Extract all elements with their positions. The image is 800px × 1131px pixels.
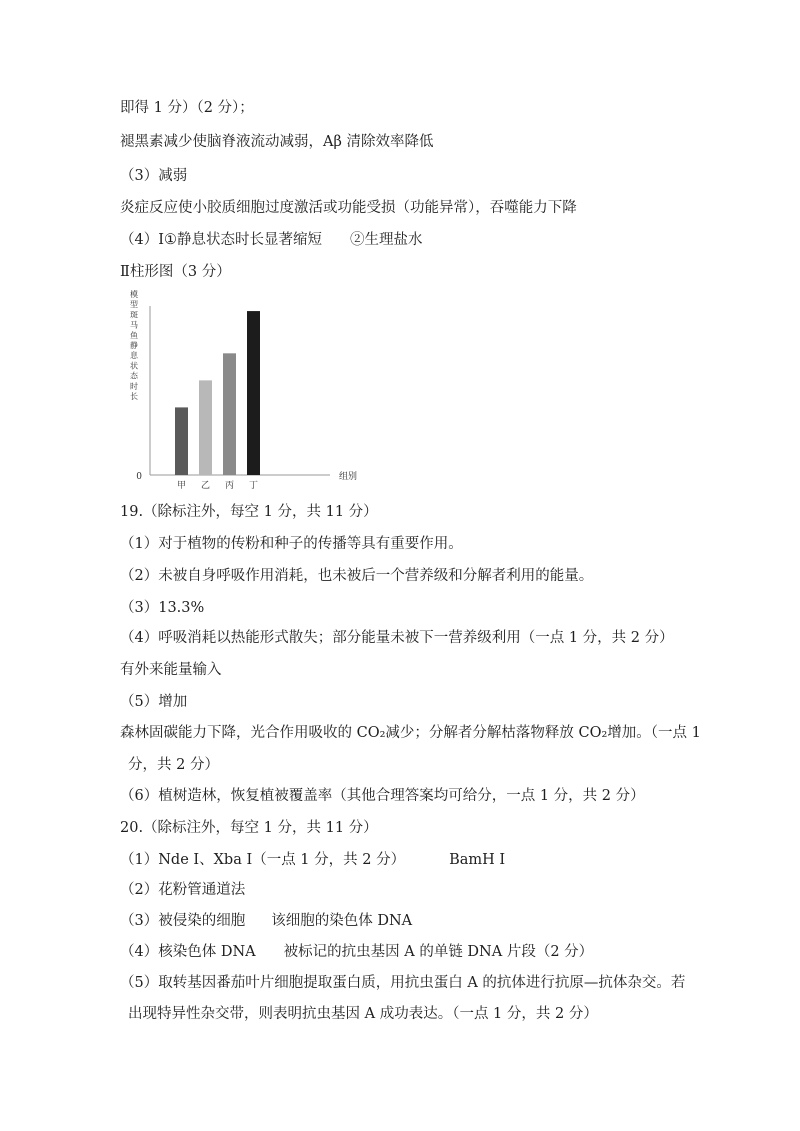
y-axis-label-char: 息 [130, 351, 138, 361]
y-axis-label-char: 模 [130, 290, 138, 299]
answer-line: （2）未被自身呼吸作用消耗，也未被后一个营养级和分解者利用的能量。 [120, 568, 594, 584]
answer-line: 森林固碳能力下降，光合作用吸收的 CO₂减少；分解者分解枯落物释放 CO₂增加。（一点 1 [120, 725, 701, 741]
answer-line: 出现特异性杂交带，则表明抗虫基因 A 成功表达。（一点 1 分，共 2 分） [128, 1006, 598, 1022]
answer-part: ②生理盐水 [349, 232, 423, 248]
category-label: 丙 [224, 481, 235, 491]
question-heading: 19.（除标注外，每空 1 分，共 11 分） [120, 504, 378, 520]
y-axis-label-char: 态 [130, 371, 138, 381]
y-axis-label-char: 斑 [130, 310, 138, 320]
x-axis-label: 组别 [338, 472, 358, 482]
answer-line: （5）增加 [120, 694, 188, 710]
answer-part: （4）Ⅰ①静息状态时长显著缩短 [120, 232, 322, 248]
answer-line [120, 230, 422, 250]
answer-line: 有外来能量输入 [120, 662, 222, 678]
answer-line [120, 942, 593, 962]
y-axis-label-char: 型 [130, 300, 138, 310]
y-axis-label-char: 时 [130, 381, 138, 391]
bar-3 [223, 353, 236, 475]
answer-part: （3）被侵染的细胞 [120, 913, 246, 929]
y-axis-label-char: 长 [130, 392, 138, 401]
answer-line: （5）取转基因番茄叶片细胞提取蛋白质，用抗虫蛋白 A 的抗体进行抗原—抗体杂交。若 [120, 975, 686, 991]
bar-chart [120, 286, 380, 492]
y-axis-label [130, 289, 139, 401]
answer-line: （3）减弱 [120, 168, 188, 184]
y-axis-label-char: 状 [130, 361, 138, 371]
answer-line: 分，共 2 分） [128, 757, 219, 773]
answer-line: （4）呼吸消耗以热能形式散失；部分能量未被下一营养级利用（一点 1 分，共 2 分） [120, 630, 674, 646]
answer-line: 炎症反应使小胶质细胞过度激活或功能受损（功能异常），吞噬能力下降 [120, 200, 577, 216]
answer-line [120, 911, 412, 931]
answer-part: 该细胞的染色体 DNA [271, 913, 413, 929]
answer-line: （1）对于植物的传粉和种子的传播等具有重要作用。 [120, 536, 463, 552]
answer-part: （1）Nde Ⅰ、Xba Ⅰ（一点 1 分，共 2 分） [120, 852, 406, 868]
answer-line: （3）13.3% [120, 600, 205, 616]
answer-line [120, 850, 505, 870]
category-label: 丁 [248, 481, 259, 491]
answer-line: 即得 1 分）（2 分）； [120, 100, 254, 116]
answer-line: （2）花粉管通道法 [120, 882, 246, 898]
y-axis-label-char: 马 [130, 320, 138, 330]
answer-part: （4）核染色体 DNA [120, 944, 256, 960]
bar-2 [199, 380, 212, 475]
answer-line: （6）植树造林，恢复植被覆盖率（其他合理答案均可给分，一点 1 分，共 2 分） [120, 788, 645, 804]
bar-1 [175, 407, 188, 475]
category-label: 甲 [176, 481, 187, 491]
y-axis-label-char: 鱼 [130, 330, 138, 340]
answer-part: BamH Ⅰ [449, 852, 506, 868]
origin-label: 0 [136, 472, 142, 482]
answer-part: 被标记的抗虫基因 A 的单链 DNA 片段（2 分） [283, 944, 594, 960]
category-label: 乙 [200, 481, 211, 491]
answer-line: 褪黑素减少使脑脊液流动减弱，Aβ 清除效率降低 [120, 134, 434, 150]
bar-4 [247, 311, 260, 475]
y-axis-label-char: 静 [130, 341, 138, 350]
section-heading: Ⅱ柱形图（3 分） [120, 264, 231, 280]
question-heading: 20.（除标注外，每空 1 分，共 11 分） [120, 820, 378, 836]
